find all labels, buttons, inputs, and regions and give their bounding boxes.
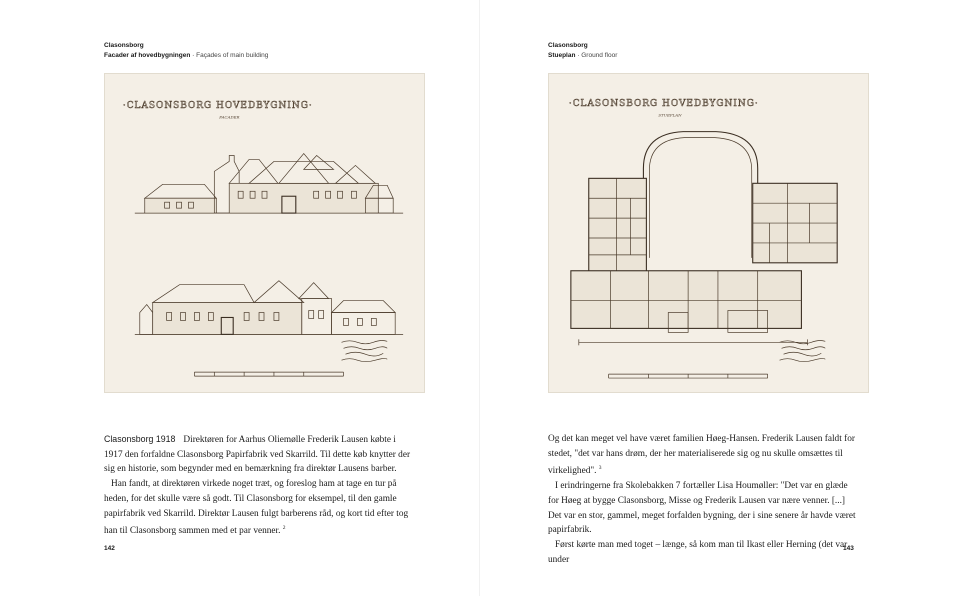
right-page: [480, 0, 960, 596]
caption-danish: Facader af hovedbygningen: [104, 52, 191, 59]
floor-plan-drawing: [548, 73, 869, 393]
caption-english: Façades of main building: [196, 52, 269, 59]
drawing-subtitle: FACADER: [219, 114, 240, 120]
facade-drawing: [104, 73, 425, 393]
caption-english: Ground floor: [581, 52, 618, 59]
paragraph: I erindringerne fra Skolebakken 7 fortæller Lisa Houmøller: "Det var en glæde for Høeg at bygge Clasonsborg, Misse og Frederik Lausen var nære venner. [...] Det var en stor, gammel, meget forfalden bygning, der i sine senere år havde været papirfabrik.: [548, 481, 856, 536]
section-title: Clasonsborg: [104, 42, 144, 49]
figure-caption: [104, 51, 268, 61]
caption-danish: Stueplan: [548, 52, 576, 59]
upper-facade: [135, 154, 403, 214]
body-text: [548, 432, 860, 567]
section-title: Clasonsborg: [548, 42, 588, 49]
page-number: 143: [843, 545, 854, 552]
drawing-subtitle: STUEPLAN: [658, 112, 682, 118]
caption-separator: ·: [575, 52, 582, 59]
signature-block: [342, 341, 388, 362]
footnote-ref: 3: [598, 465, 602, 472]
paragraph: Clasonsborg 1918 Direktøren for Aarhus Oliemølle Frederik Lausen købte i 1917 den forfaldne Clasonsborg Papirfabrik ved Skarrild. Til dette køb knytter der sig en historie, som begynder med en bemærkning fra direktør Lausens barber.: [104, 434, 411, 475]
floor-plan: [571, 132, 837, 346]
paragraph: Og det kan meget vel have været familien Høeg-Hansen. Frederik Lausen faldt for stedet, "det var hans drøm, der her materialiserede sig og nu skulle omsættes til virkelighed". $^3$: [548, 434, 855, 477]
floor-plan-art: [549, 74, 868, 392]
figure-caption: [548, 51, 617, 61]
caption-separator: ·: [190, 52, 197, 59]
paragraph: Først kørte man med toget – længe, så kom man til Ikast eller Herning (det var under: [548, 540, 848, 565]
body-text: [104, 432, 416, 539]
paragraph: Han fandt, at direktøren virkede noget træt, og foreslog ham at tage en tur på heden, for det skulle være så godt. Til Clasonsborg for eksempel, til den gamle papirfabrik ved Skarrild. Direktør Lausen fulgt barberens råd, og kort tid efter tog han til Clasonsborg sammen med et par venner. $^2$: [104, 479, 409, 537]
lower-facade: [135, 281, 403, 335]
scale-bar: [194, 372, 343, 376]
page-number: 142: [104, 545, 115, 552]
signature-block: [780, 341, 826, 362]
drawing-title: ·CLASONSBORG HOVEDBYGNING·: [568, 98, 759, 109]
drawing-title: ·CLASONSBORG HOVEDBYGNING·: [122, 100, 313, 111]
scale-bar: [609, 374, 768, 378]
running-header: [104, 41, 268, 61]
footnote-ref: 2: [282, 525, 286, 532]
running-header: [548, 41, 617, 61]
facade-drawing-art: [105, 74, 424, 392]
lead-in: Clasonsborg 1918: [104, 434, 176, 444]
